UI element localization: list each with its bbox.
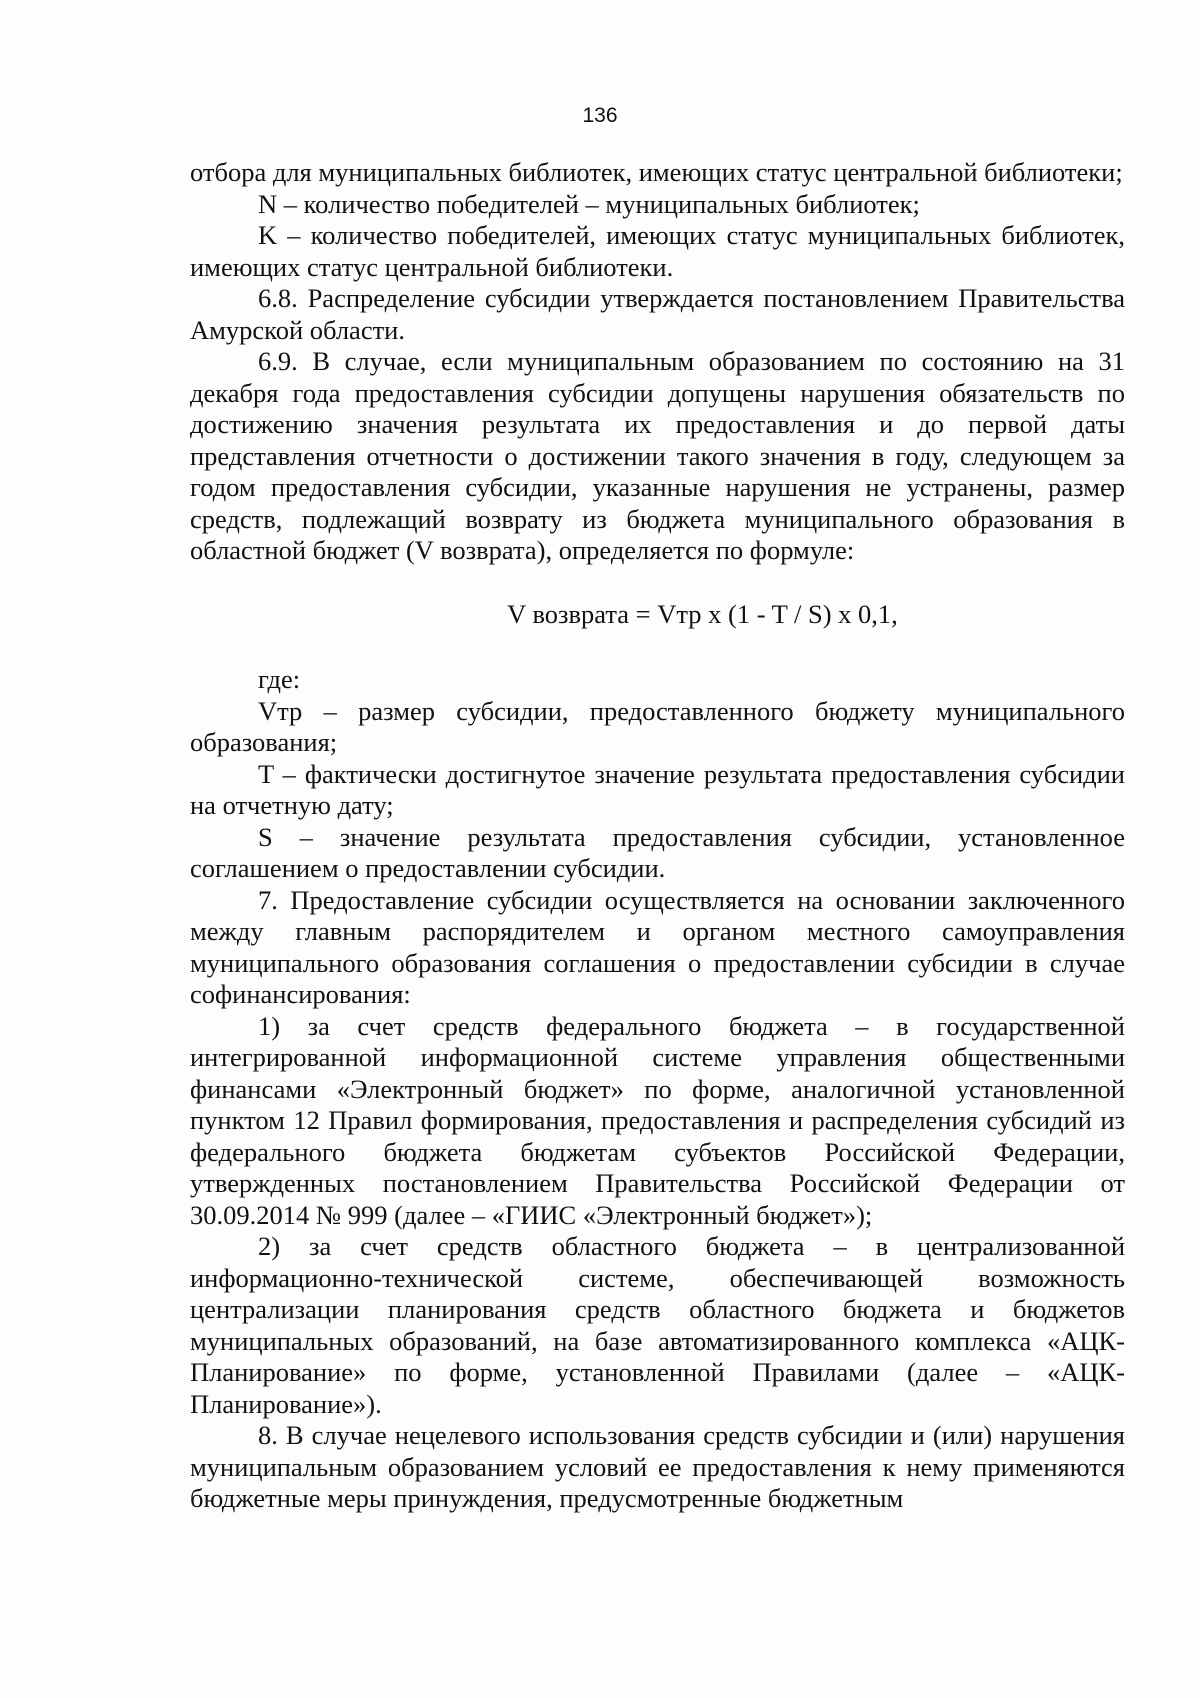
paragraphs-before-formula	[190, 157, 1125, 567]
paragraph: K – количество победителей, имеющих статус муниципальных библиотек, имеющих статус центральной библиотеки.	[190, 220, 1125, 282]
paragraph: 6.9. В случае, если муниципальным образованием по состоянию на 31 декабря года предоставления субсидии допущены нарушения обязательств по достижению значения результата их предоставления и до первой даты представления отчетности о достижении такого значения в году, следующем за годом предоставления субсидии, указанные нарушения не устранены, размер средств, подлежащий возврату из бюджета муниципального образования в областной бюджет (V возврата), определяется по формуле:	[190, 346, 1125, 565]
paragraph: T – фактически достигнутое значение результата предоставления субсидии на отчетную дату;	[190, 758, 1125, 820]
paragraph: S – значение результата предоставления субсидии, установленное соглашением о предоставлении субсидии.	[190, 821, 1125, 883]
paragraph: Vтр – размер субсидии, предоставленного бюджету муниципального образования;	[190, 695, 1125, 757]
paragraph: 6.8. Распределение субсидии утверждается постановлением Правительства Амурской области.	[190, 283, 1125, 345]
paragraph: N – количество победителей – муниципальных библиотек;	[258, 188, 920, 219]
paragraph: 7. Предоставление субсидии осуществляется на основании заключенного между главным распорядителем и органом местного самоуправления муниципального образования соглашения о предоставлении субсидии в случае софинансирования:	[190, 884, 1125, 1009]
paragraph: 8. В случае нецелевого использования средств субсидии и (или) нарушения муниципальным образованием условий ее предоставления к нему применяются бюджетные меры принуждения, предусмотренные бюджетным	[190, 1420, 1125, 1513]
document-body	[190, 157, 1125, 1515]
paragraphs-after-formula	[190, 696, 1125, 1515]
where-label: где:	[258, 664, 301, 694]
paragraph: отбора для муниципальных библиотек, имеющих статус центральной библиотеки;	[190, 157, 1123, 187]
paragraph: 1) за счет средств федерального бюджета – в государственной интегрированной информационной системе управления общественными финансами «Электронный бюджет» по форме, аналогичной установленной пунктом 12 Правил формирования, предоставления и распределения субсидий из федерального бюджета бюджетам субъектов Российской Федерации, утвержденных постановлением Правительства Российской Федерации от 30.09.2014 № 999 (далее – «ГИИС «Электронный бюджет»);	[190, 1010, 1125, 1230]
paragraph: 2) за счет средств областного бюджета – в централизованной информационно-технической системе, обеспечивающей возможность централизации планирования средств областного бюджета и бюджетов муниципальных образований, на базе автоматизированного комплекса «АЦК-Планирование» по форме, установленной Правилами (далее – «АЦК-Планирование»).	[190, 1231, 1125, 1419]
page-number: 136	[582, 104, 618, 127]
return-formula: V возврата = Vтр x (1 - T / S) x 0,1,	[507, 598, 898, 629]
